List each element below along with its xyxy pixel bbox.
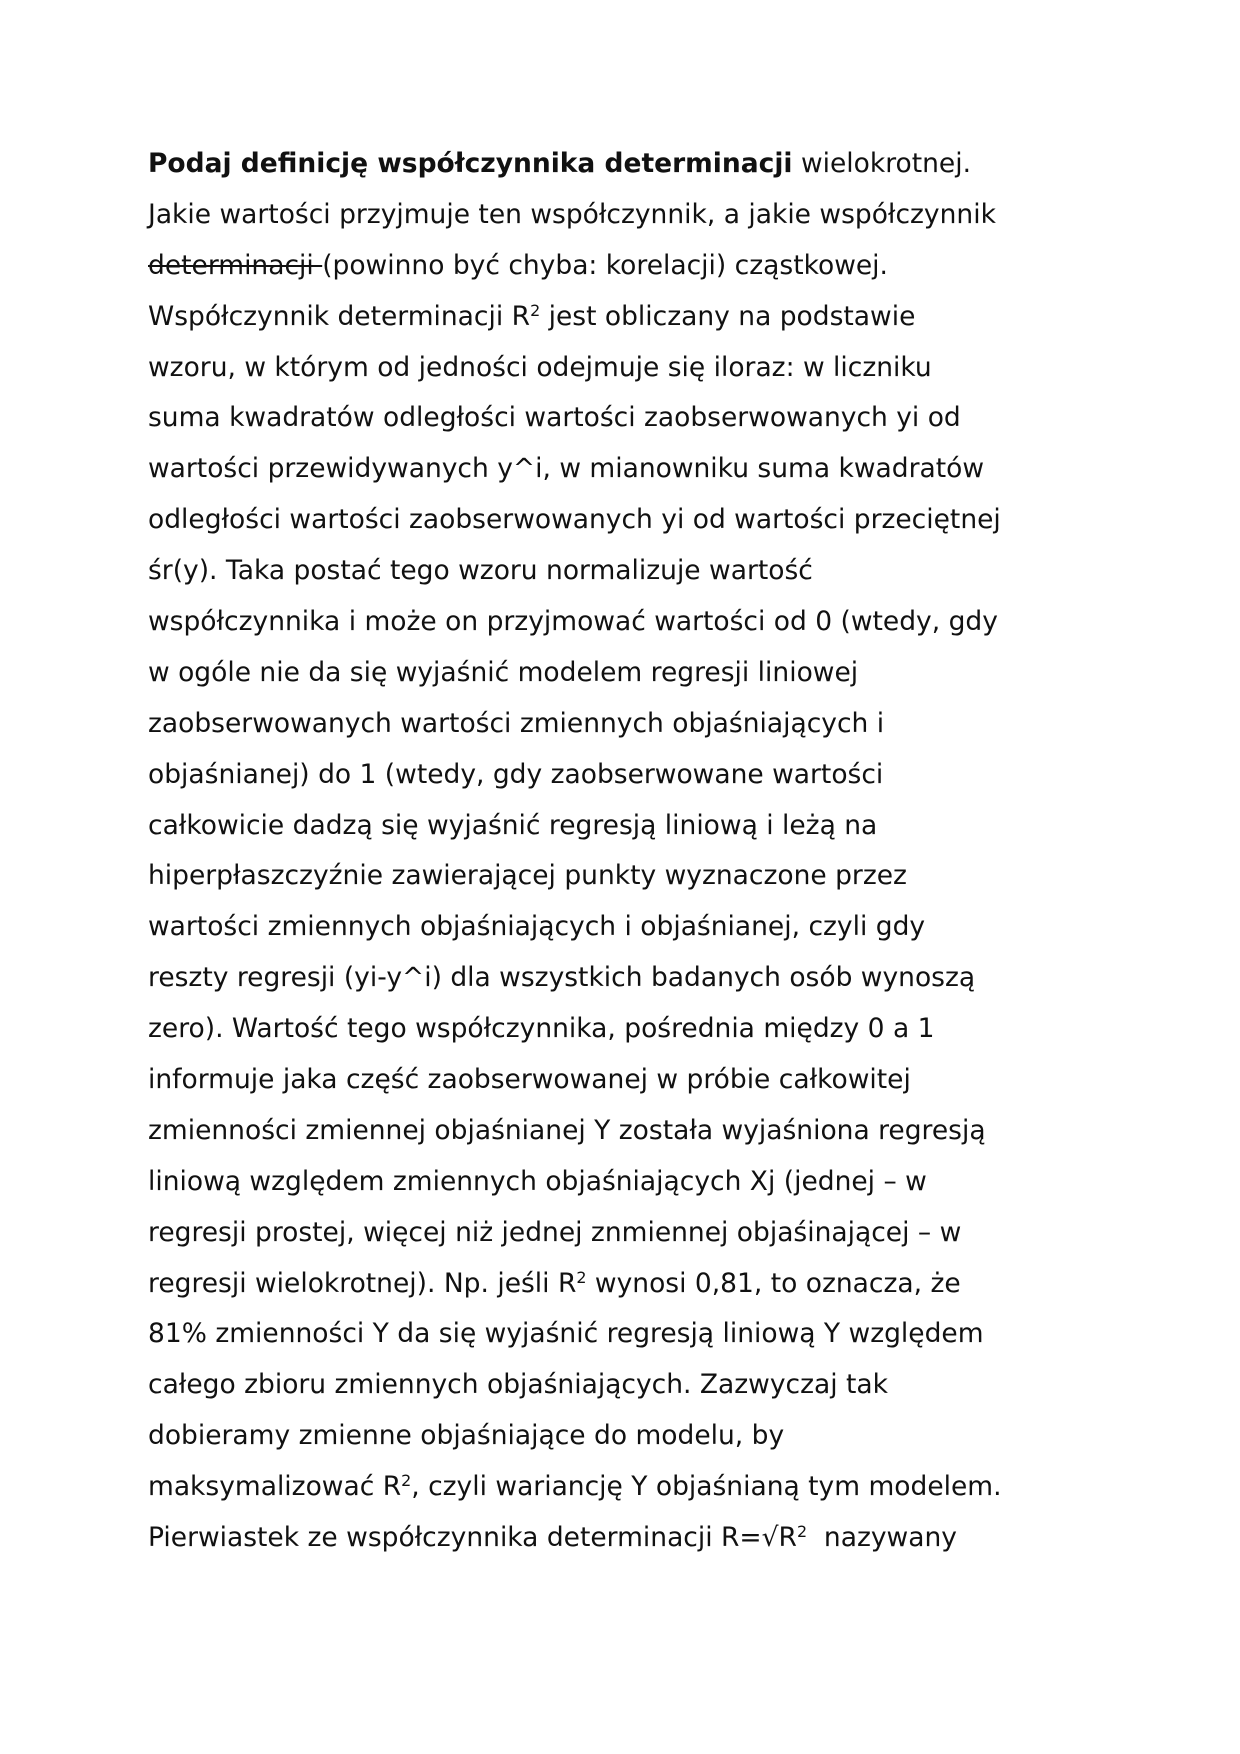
answer-line: zero). Wartość tego współczynnika, pośrednia między 0 a 1 <box>148 1013 935 1045</box>
answer-line: odległości wartości zaobserwowanych yi od wartości przeciętnej <box>148 504 1001 536</box>
answer-line: liniową względem zmiennych objaśniających Xj (jednej – w <box>148 1165 927 1197</box>
question-line-2: Jakie wartości przyjmuje ten współczynnik, a jakie współczynnik <box>148 198 996 230</box>
text-run: , czyli wariancję Y objaśnianą tym modelem. <box>411 1471 1002 1503</box>
answer-line <box>148 1462 1108 1513</box>
answer-line: 81% zmienności Y da się wyjaśnić regresją liniową Y względem <box>148 1318 984 1350</box>
answer-line: suma kwadratów odległości wartości zaobserwowanych yi od <box>148 402 961 434</box>
answer-line <box>148 1259 1108 1310</box>
answer-line: w ogóle nie da się wyjaśnić modelem regresji liniowej <box>148 656 859 688</box>
superscript: 2 <box>576 1267 587 1287</box>
question-bold-text: Podaj definicję współczynnika determinacji <box>148 148 793 179</box>
answer-line: informuje jaka część zaobserwowanej w próbie całkowitej <box>148 1064 911 1096</box>
answer-line: reszty regresji (yi-y^i) dla wszystkich badanych osób wynoszą <box>148 962 976 994</box>
answer-line: współczynnika i może on przyjmować wartości od 0 (wtedy, gdy <box>148 606 998 638</box>
answer-line <box>148 292 1108 343</box>
question-line-1 <box>148 139 1108 190</box>
answer-line: wartości przewidywanych y^i, w mianowniku suma kwadratów <box>148 453 984 485</box>
question-text: wielokrotnej. <box>792 148 972 179</box>
answer-line: zaobserwowanych wartości zmiennych objaśniających i <box>148 707 885 739</box>
text-run: wynosi 0,81, to oznacza, że <box>586 1267 961 1299</box>
superscript: 2 <box>796 1522 808 1542</box>
question-text: (powinno być chyba: korelacji) cząstkowej. <box>322 249 888 281</box>
answer-line: całego zbioru zmiennych objaśniających. Zazwyczaj tak <box>148 1369 889 1401</box>
answer-line: wzoru, w którym od jedności odejmuje się iloraz: w liczniku <box>148 351 932 383</box>
text-run: jest obliczany na podstawie <box>540 300 916 332</box>
text-run: Współczynnik determinacji R <box>148 300 531 332</box>
answer-line <box>148 1513 1108 1564</box>
answer-line: objaśnianej) do 1 (wtedy, gdy zaobserwowane wartości <box>148 758 884 790</box>
text-run: maksymalizować R <box>148 1471 402 1503</box>
answer-line: całkowicie dadzą się wyjaśnić regresją liniową i leżą na <box>148 809 878 841</box>
answer-line: wartości zmiennych objaśniających i objaśnianej, czyli gdy <box>148 911 926 943</box>
document-body <box>148 139 1108 1564</box>
answer-line: śr(y). Taka postać tego wzoru normalizuje wartość <box>148 555 813 587</box>
text-run: nazywany <box>807 1522 957 1554</box>
superscript: 2 <box>401 1471 412 1491</box>
answer-line: hiperpłaszczyźnie zawierającej punkty wyznaczone przez <box>148 860 907 892</box>
answer-line: regresji prostej, więcej niż jednej znmiennej objaśinającej – w <box>148 1216 962 1248</box>
superscript: 2 <box>530 300 541 320</box>
answer-line: zmienności zmiennej objaśnianej Y została wyjaśniona regresją <box>148 1114 986 1146</box>
question-line-3 <box>148 241 1108 292</box>
struck-text: determinacji <box>148 249 323 281</box>
text-run: Pierwiastek ze współczynnika determinacji R=√R <box>148 1522 797 1554</box>
text-run: regresji wielokrotnej). Np. jeśli R <box>148 1267 577 1299</box>
answer-line: dobieramy zmienne objaśniające do modelu, by <box>148 1420 785 1452</box>
